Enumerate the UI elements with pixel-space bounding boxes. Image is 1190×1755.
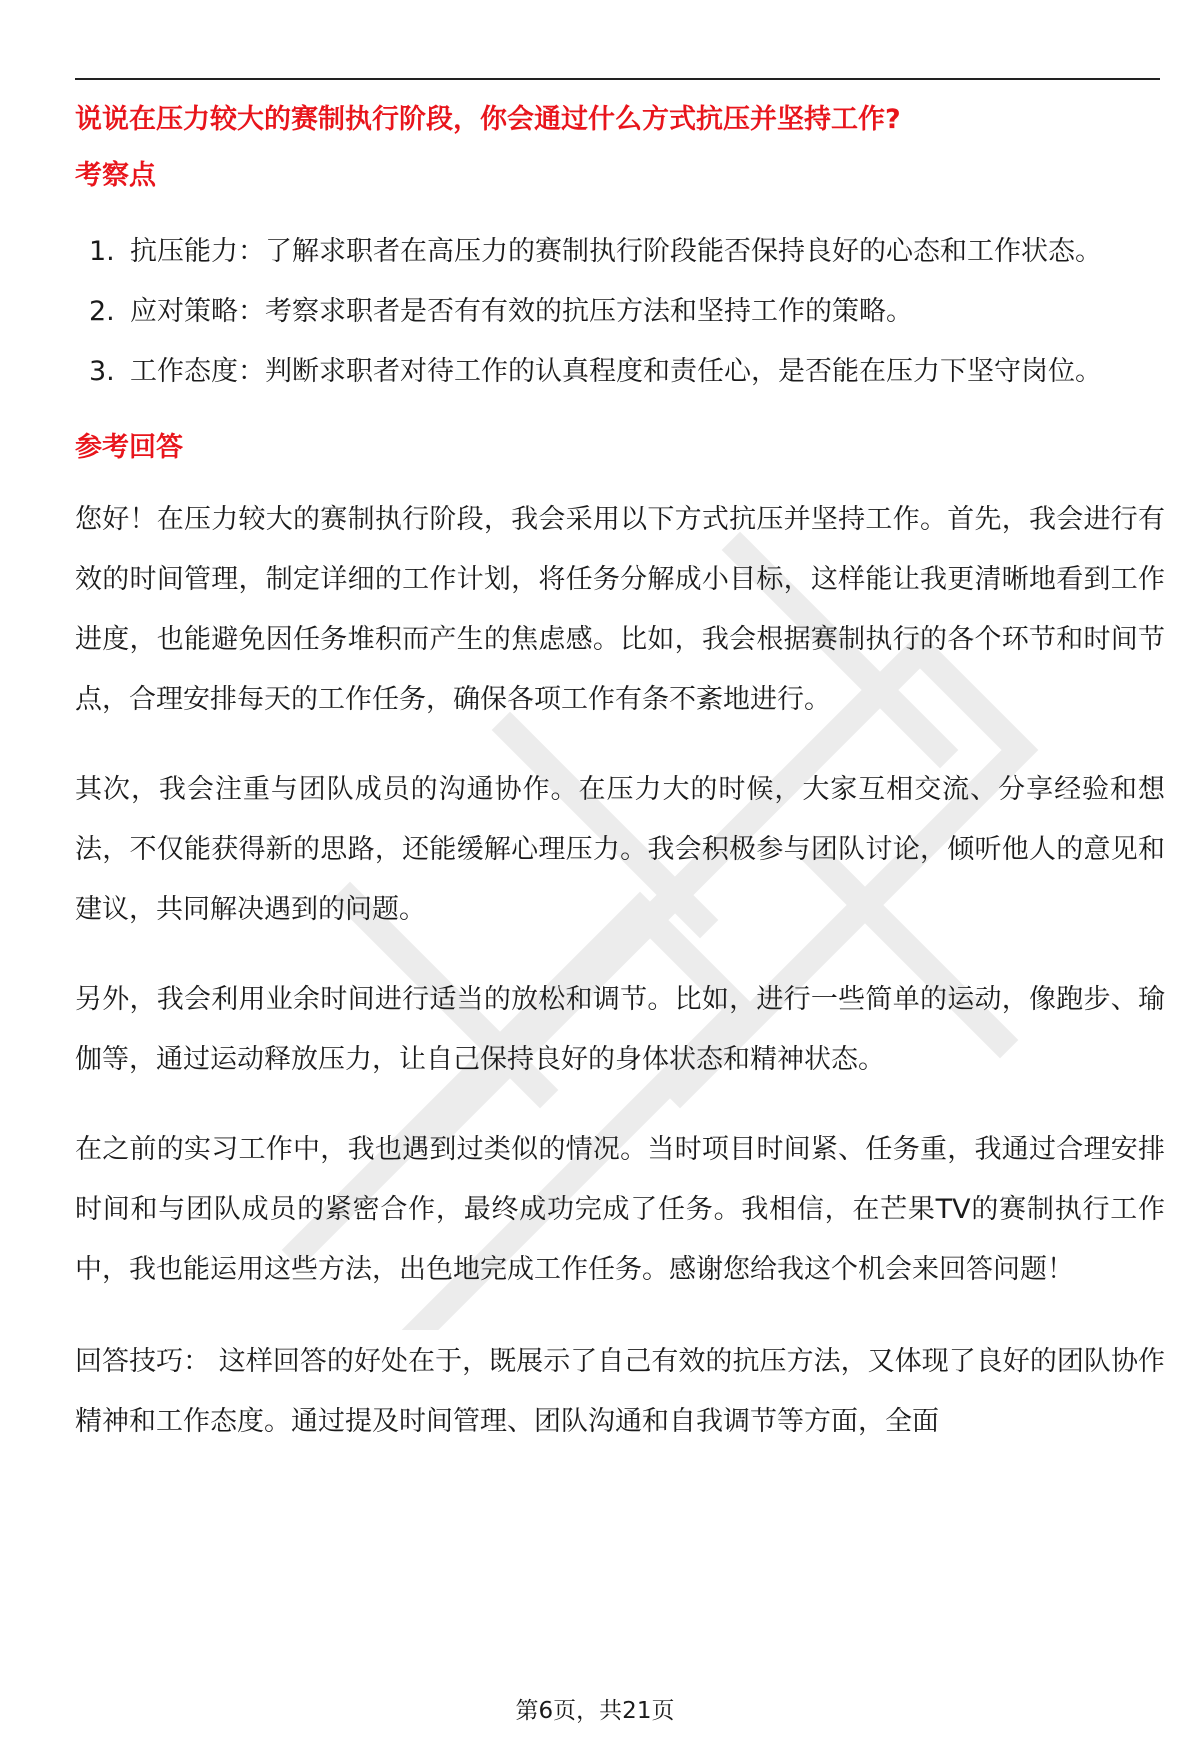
content-area: [75, 96, 1165, 1452]
answer-tip: 回答技巧： 这样回答的好处在于，既展示了自己有效的抗压方法，又体现了良好的团队协作精神和工作态度。通过提及时间管理、团队沟通和自我调节等方面，全面: [75, 1346, 1165, 1437]
top-divider: [75, 78, 1160, 80]
answer-heading: 参考回答: [75, 432, 183, 463]
answer-paragraph: 另外，我会利用业余时间进行适当的放松和调节。比如，进行一些简单的运动，像跑步、瑜伽等，通过运动释放压力，让自己保持良好的身体状态和精神状态。: [75, 984, 1165, 1075]
key-point-text: 抗压能力：了解求职者在高压力的赛制执行阶段能否保持良好的心态和工作状态。: [130, 236, 1102, 267]
key-point-number: 1.: [89, 236, 115, 267]
key-point-item: [75, 282, 1165, 342]
answer-paragraph: 在之前的实习工作中，我也遇到过类似的情况。当时项目时间紧、任务重，我通过合理安排时间和与团队成员的紧密合作，最终成功完成了任务。我相信，在芒果TV的赛制执行工作中，我也能运用这些方法，出色地完成工作任务。感谢您给我这个机会来回答问题！: [75, 1134, 1165, 1285]
page-number-footer: 第6页，共21页: [515, 1698, 675, 1724]
answer-paragraph: 您好！在压力较大的赛制执行阶段，我会采用以下方式抗压并坚持工作。首先，我会进行有效的时间管理，制定详细的工作计划，将任务分解成小目标，这样能让我更清晰地看到工作进度，也能避免因任务堆积而产生的焦虑感。比如，我会根据赛制执行的各个环节和时间节点，合理安排每天的工作任务，确保各项工作有条不紊地进行。: [75, 504, 1165, 715]
key-point-item: [75, 222, 1165, 282]
question-title: 说说在压力较大的赛制执行阶段，你会通过什么方式抗压并坚持工作?: [75, 104, 901, 135]
key-point-number: 2.: [89, 296, 115, 327]
answer-paragraph: 其次，我会注重与团队成员的沟通协作。在压力大的时候，大家互相交流、分享经验和想法，不仅能获得新的思路，还能缓解心理压力。我会积极参与团队讨论，倾听他人的意见和建议，共同解决遇到的问题。: [75, 774, 1165, 925]
key-point-number: 3.: [89, 356, 115, 387]
key-point-text: 工作态度：判断求职者对待工作的认真程度和责任心，是否能在压力下坚守岗位。: [130, 356, 1102, 387]
key-points-heading: 考察点: [75, 160, 156, 191]
key-points-list: [75, 222, 1165, 402]
key-point-text: 应对策略：考察求职者是否有有效的抗压方法和坚持工作的策略。: [130, 296, 913, 327]
key-point-item: [75, 342, 1165, 402]
